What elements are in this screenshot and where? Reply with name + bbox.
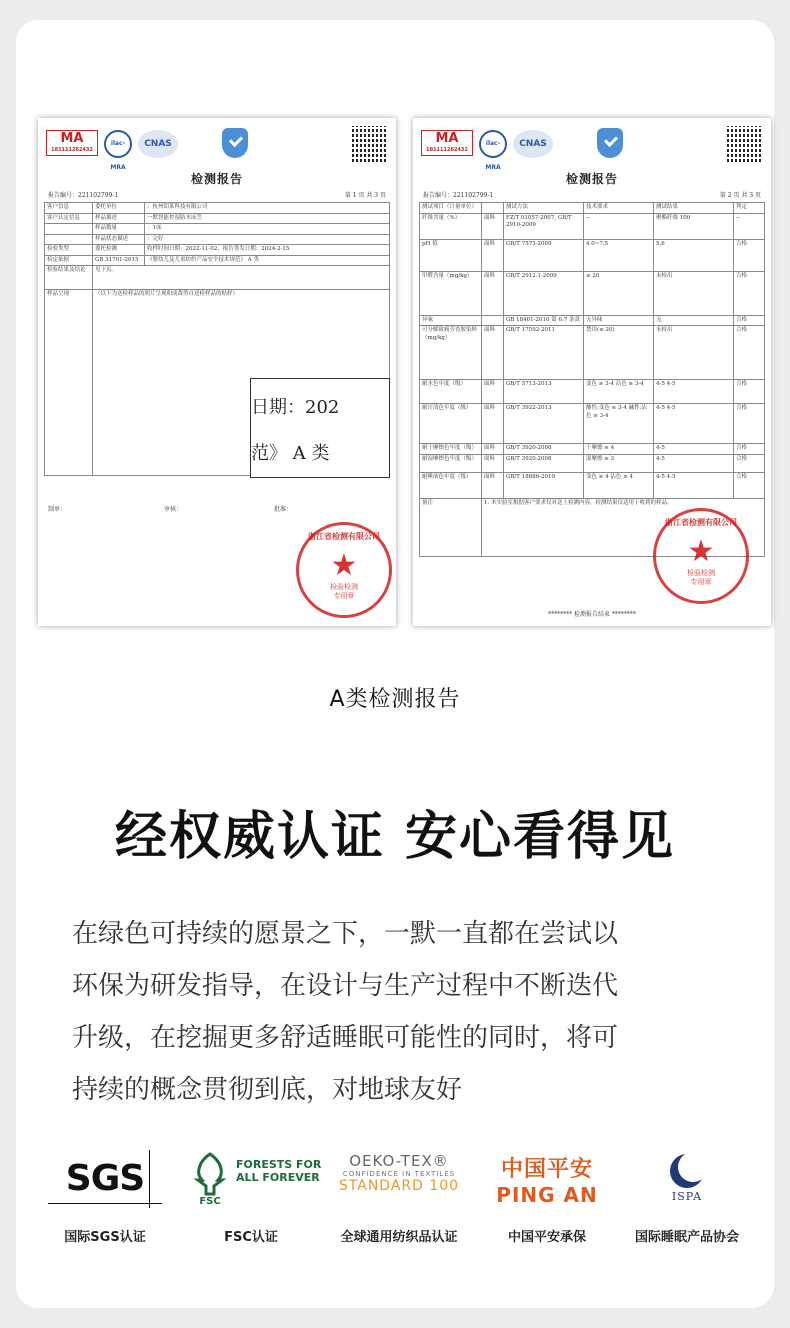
table-header-row: 测试项目（计量单位） 测试方法 技术要求 测试结果 判定 (420, 203, 765, 214)
table-row: 客户认定信息 样品描述 一默智能控湿防水床笠 (45, 213, 390, 224)
content-card (16, 20, 774, 1308)
body-line: 环保为研发指导，在设计与生产过程中不断迭代 (72, 971, 619, 1001)
stamp-star-icon: ★ (687, 534, 715, 569)
report-number: 报告编号：221102799-1 (48, 192, 119, 199)
cert-ping-an (472, 1150, 622, 1245)
fsc-logo: FSC FORESTS FOR ALL FOREVER (176, 1150, 326, 1214)
report-end-mark: ******** 检测报告结束 ******** (548, 611, 636, 618)
fsc-tree-icon (188, 1150, 232, 1206)
report-page-info: 第 1 页 共 3 页 (344, 192, 386, 199)
body-line: 升级，在挖掘更多舒适睡眠可能性的同时，将可 (72, 1023, 619, 1053)
report-page-info: 第 2 页 共 3 页 (719, 192, 761, 199)
cma-logo: MA 181111262432 (421, 130, 473, 156)
sgs-logo: SGS (30, 1150, 180, 1214)
body-line: 在绿色可持续的愿景之下，一默一直都在尝试以 (72, 919, 619, 949)
qr-code (727, 126, 763, 162)
report-logo-bar (421, 126, 763, 171)
body-line: 持续的概念贯彻到底，对地球友好 (72, 1075, 463, 1105)
body-paragraph (72, 908, 752, 1116)
table-row: 检定依据 GB 31701-2015 《婴幼儿及儿童纺织产品安全技术规范》 A 类 (45, 255, 390, 266)
table-row: 样品状态描述 ：完好 (45, 234, 390, 245)
report-title: 检测报告 (190, 172, 243, 186)
table-row: 异味 GB 18401-2010 第 6.7 条款 无异味 无 合格 (420, 315, 765, 326)
oeko-tex-logo: OEKO-TEX® CONFIDENCE IN TEXTILES STANDARD 100 (338, 1152, 460, 1194)
table-row: 备注 1. 本实验室根据客户要求仅对送上检测内容，检测结果仅适用于收到的样品。 (420, 498, 765, 556)
table-row: 耐水色牢度（级） 面料 GB/T 5713-2013 变色 ≥ 3-4 沾色 ≥ 3-4 4-5 4-5 合格 (420, 380, 765, 404)
cert-oeko-tex (324, 1150, 474, 1245)
test-results-table (419, 202, 765, 557)
ilac-mra-logo: ilac-MRA (104, 130, 132, 158)
table-row: 样品数量 ：1床 (45, 224, 390, 235)
table-row: 耐唾液色牢度（级） 面料 GB/T 18886-2019 变色 ≥ 4 沾色 ≥ 4 4-5 4-5 合格 (420, 472, 765, 498)
cert-ispa (612, 1150, 762, 1245)
report-caption: A类检测报告 (329, 687, 461, 712)
table-row: 客户信息 委托单位 ：杭州钼莱科技有限公司 (45, 203, 390, 214)
red-official-stamp: 浙江省检测有限公司 ★ 检验检测 专用章 (653, 508, 749, 604)
cert-sgs (30, 1150, 180, 1245)
cert-fsc (176, 1150, 326, 1245)
cert-label: FSC认证 (224, 1230, 278, 1245)
red-official-stamp: 浙江省检测有限公司 ★ 检验检测 专用章 (296, 522, 392, 618)
table-row: 样品呈现 （以下为送检样品的照片呈现和成裁剪自送检样品的贴样） (45, 290, 390, 476)
verified-shield-icon (222, 128, 248, 158)
cma-logo: MA 181111262432 (46, 130, 98, 156)
table-row: 检验类型 委托检测 收样时间日期：2022-11-02，报告签发日期：2024-2-15 (45, 245, 390, 256)
cert-label: 中国平安承保 (507, 1230, 586, 1245)
report-logo-bar (46, 126, 388, 171)
zoomed-detail-overlay: 日期：202 范》 A 类 (250, 378, 390, 478)
ping-an-logo: 中国平安 PING AN (496, 1157, 598, 1207)
table-row: 可分解致癌芳香胺染料（mg/kg） 面料 GB/T 17592-2011 禁用(≤ 20) 未检出 合格 (420, 326, 765, 380)
qr-code (352, 126, 388, 162)
cnas-logo: CNAS (138, 130, 178, 158)
table-row: 耐湿摩擦色牢度（级） 面料 GB/T 3920-2008 湿摩擦 ≥ 3 4-5 合格 (420, 454, 765, 472)
test-report-page-2 (413, 118, 771, 626)
table-row: 耐干摩擦色牢度（级） 面料 GB/T 3920-2008 干摩擦 ≥ 4 4-5 合格 (420, 444, 765, 455)
headline: 经权威认证 安心看得见 (114, 807, 676, 867)
table-row: 纤维含量（%） 面料 FZ/T 01057-2007, GB/T 2910-2009 -- 聚酯纤维 100 -- (420, 213, 765, 239)
verified-shield-icon (597, 128, 623, 158)
table-row: 甲醛含量（mg/kg） 面料 GB/T 2912.1-2009 ≤ 20 未检出 合格 (420, 271, 765, 315)
report-title: 检测报告 (565, 172, 618, 186)
svg-text:FSC: FSC (199, 1196, 221, 1206)
ilac-mra-logo: ilac-MRA (479, 130, 507, 158)
cert-label: 全球通用纺织品认证 (340, 1230, 458, 1245)
table-row: 耐汗渍色牢度（级） 面料 GB/T 3922-2013 酸性:变色 ≥ 3-4 碱性:沾色 ≥ 3-4 4-5 4-5 合格 (420, 404, 765, 444)
test-report-page-1 (38, 118, 396, 626)
cnas-logo: CNAS (513, 130, 553, 158)
signature-row: 制单： 审核： 批准： (48, 506, 293, 513)
cert-label: 国际睡眠产品协会 (634, 1230, 739, 1245)
report-number: 报告编号：221102799-1 (423, 192, 494, 199)
table-row: 检验结果及结论 见下页。 (45, 266, 390, 290)
cert-label: 国际SGS认证 (64, 1230, 146, 1245)
stamp-star-icon: ★ (330, 548, 358, 583)
moon-icon (670, 1154, 704, 1188)
table-row: pH 值 面料 GB/T 7573-2009 4.0~7.5 5.6 合格 (420, 239, 765, 271)
ispa-logo: ISPA (612, 1150, 762, 1214)
